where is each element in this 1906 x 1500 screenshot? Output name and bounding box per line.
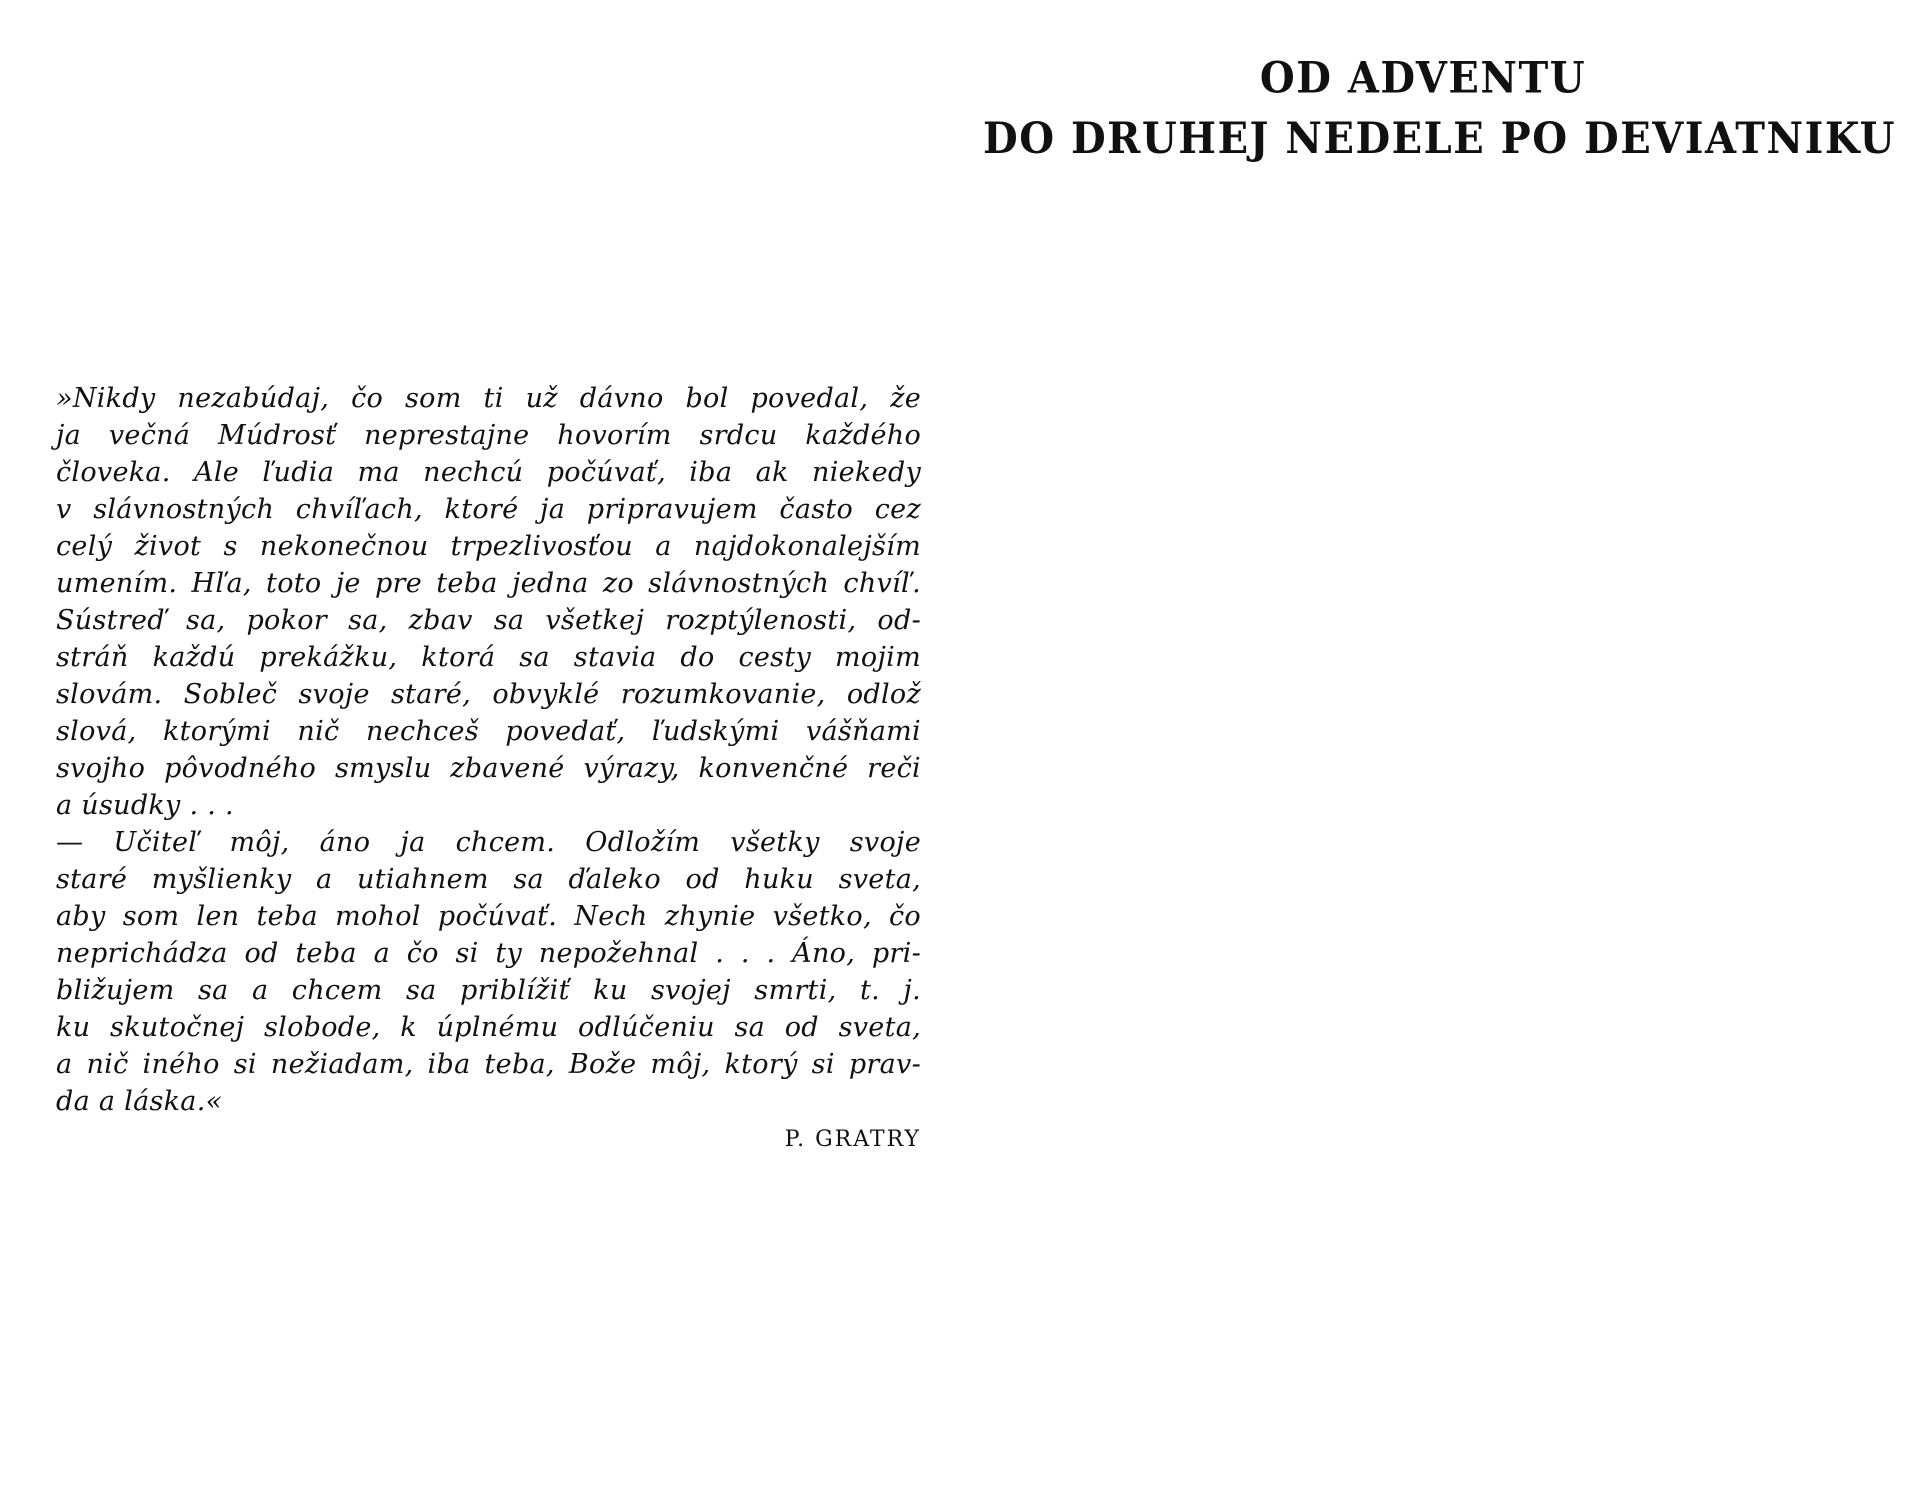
quote-line-5: celý život s nekonečnou trpezlivosťou a najdokonalejším [56, 531, 921, 562]
quote-line-9: slovám. Sobleč svoje staré, obvyklé rozumkovanie, odlož [56, 679, 921, 710]
quote-line-11: svojho pôvodného smyslu zbavené výrazy, konvenčné reči [56, 753, 921, 784]
chapter-title [983, 48, 1897, 169]
quote-line-18: ku skutočnej slobode, k úplnému odlúčeniu sa od sveta, [56, 1012, 921, 1043]
quote-line-12: a úsudky . . . [56, 790, 234, 821]
quote-line-19: a nič iného si nežiadam, iba teba, Bože môj, ktorý si prav- [56, 1049, 921, 1080]
chapter-title-line-1: OD ADVENTU [1259, 52, 1587, 104]
quote-line-16: neprichádza od teba a čo si ty nepožehnal . . . Áno, pri- [56, 938, 921, 969]
quote-line-6: umením. Hľa, toto je pre teba jedna zo slávnostných chvíľ. [56, 568, 921, 599]
quote-line-2: ja večná Múdrosť neprestajne hovorím srdcu každého [56, 420, 921, 451]
quote-line-20: da a láska.« [56, 1086, 223, 1117]
quote-line-7: Sústreď sa, pokor sa, zbav sa všetkej rozptýlenosti, od- [56, 605, 921, 636]
quote-line-4: v slávnostných chvíľach, ktoré ja pripravujem často cez [56, 494, 921, 525]
right-page [953, 0, 1906, 1500]
quote-line-3: človeka. Ale ľudia ma nechcú počúvať, iba ak niekedy [56, 457, 921, 488]
quote-line-1: »Nikdy nezabúdaj, čo som ti už dávno bol povedal, že [56, 383, 921, 414]
quote-line-14: staré myšlienky a utiahnem sa ďaleko od huku sveta, [56, 864, 921, 895]
quote-line-8: stráň každú prekážku, ktorá sa stavia do cesty mojim [56, 642, 921, 673]
quote-line-10: slová, ktorými nič nechceš povedať, ľudskými vášňami [56, 716, 921, 747]
quote-attribution: P. GRATRY [784, 1127, 921, 1152]
quote-line-13: — Učiteľ môj, áno ja chcem. Odložím všetky svoje [56, 827, 921, 858]
quote-line-15: aby som len teba mohol počúvať. Nech zhynie všetko, čo [56, 901, 921, 932]
chapter-title-line-2: DO DRUHEJ NEDELE PO DEVIATNIKU [983, 112, 1897, 164]
quote-block [56, 380, 921, 1157]
quote-line-17: bližujem sa a chcem sa priblížiť ku svojej smrti, t. j. [56, 975, 921, 1006]
